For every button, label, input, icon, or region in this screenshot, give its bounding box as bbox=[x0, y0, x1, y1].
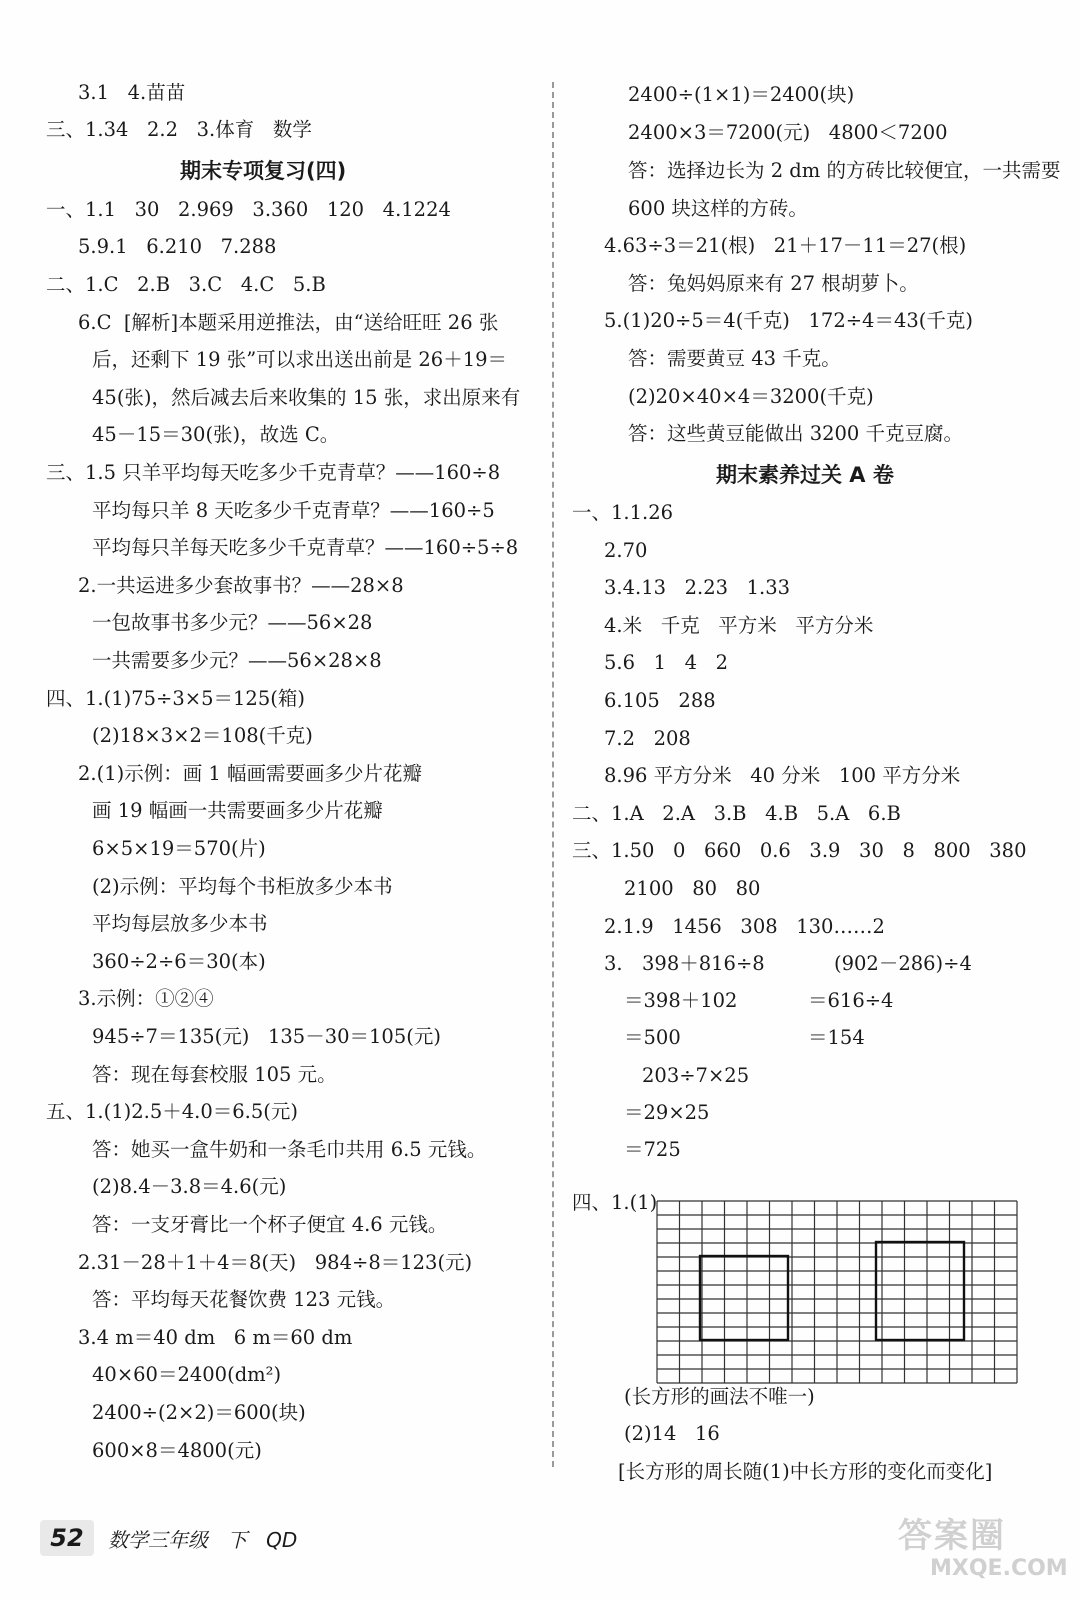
answer-line: (2)8.4－3.8＝4.6(元) bbox=[92, 1175, 287, 1198]
answer-line: 答：平均每天花餐饮费 123 元钱。 bbox=[92, 1288, 396, 1311]
answer-line: 三、1.34 2.2 3.体育 数学 bbox=[46, 118, 312, 141]
section-heading: 期末专项复习(四) bbox=[180, 159, 347, 183]
answer-line: 平均每只羊 8 天吃多少千克青草？——160÷5 bbox=[92, 499, 495, 522]
answer-line: 45－15＝30(张)，故选 C。 bbox=[92, 423, 340, 446]
answer-line: 五、1.(1)2.5＋4.0＝6.5(元) bbox=[46, 1100, 298, 1123]
answer-line: 答：这些黄豆能做出 3200 千克豆腐。 bbox=[628, 422, 964, 445]
column-divider bbox=[552, 82, 554, 1467]
answer-line: 答：需要黄豆 43 千克。 bbox=[628, 347, 841, 370]
answer-line: 答：兔妈妈原来有 27 根胡萝卜。 bbox=[628, 272, 919, 295]
answer-line: (2)14 16 bbox=[624, 1422, 720, 1445]
expression: (902－286)÷4 bbox=[834, 952, 972, 975]
answer-line: 一包故事书多少元？——56×28 bbox=[92, 611, 373, 634]
expression: 203÷7×25 bbox=[642, 1064, 750, 1087]
answer-line: 平均每层放多少本书 bbox=[92, 912, 268, 935]
answer-line: 答：选择边长为 2 dm 的方砖比较便宜，一共需要 bbox=[628, 159, 1061, 182]
answer-line: 4.63÷3＝21(根) 21＋17－11＝27(根) bbox=[604, 234, 967, 257]
answer-line: 一共需要多少元？——56×28×8 bbox=[92, 649, 382, 672]
answer-line: 2.(1)示例：画 1 幅画需要画多少片花瓣 bbox=[78, 762, 423, 785]
answer-line: 4.米 千克 平方米 平方分米 bbox=[604, 614, 874, 637]
answer-line: (长方形的画法不唯一) bbox=[624, 1385, 815, 1408]
answer-line: 7.2 208 bbox=[604, 727, 691, 750]
expression-step: ＝398＋102 bbox=[624, 989, 738, 1012]
answer-line: 平均每只羊每天吃多少千克青草？——160÷5÷8 bbox=[92, 536, 519, 559]
answer-line: 6.105 288 bbox=[604, 689, 716, 712]
expression-step: ＝29×25 bbox=[624, 1101, 710, 1124]
answer-line: 5.6 1 4 2 bbox=[604, 651, 729, 674]
answer-line: 3.示例：①②④ bbox=[78, 987, 214, 1010]
answer-line: 5.(1)20÷5＝4(千克) 172÷4＝43(千克) bbox=[604, 309, 973, 332]
answer-line: 360÷2÷6＝30(本) bbox=[92, 950, 266, 973]
expression-step: ＝154 bbox=[808, 1026, 865, 1049]
page-number: 52 bbox=[40, 1520, 94, 1556]
answer-line: 2.1.9 1456 308 130……2 bbox=[604, 915, 885, 938]
answer-line: (2)示例：平均每个书柜放多少本书 bbox=[92, 875, 393, 898]
answer-line: 答：现在每套校服 105 元。 bbox=[92, 1063, 337, 1086]
answer-line: (2)18×3×2＝108(千克) bbox=[92, 724, 313, 747]
answer-line: 2400÷(2×2)＝600(块) bbox=[92, 1401, 306, 1424]
answer-line: (2)20×40×4＝3200(千克) bbox=[628, 385, 874, 408]
answer-line: 2.70 bbox=[604, 539, 648, 562]
answer-line: 8.96 平方分米 40 分米 100 平方分米 bbox=[604, 764, 961, 787]
answer-line: 6.C [解析]本题采用逆推法，由“送给旺旺 26 张 bbox=[78, 311, 499, 334]
answer-line: 3.1 4.苗苗 bbox=[78, 81, 186, 104]
answer-line: 45(张)，然后减去后来收集的 15 张，求出原来有 bbox=[92, 386, 521, 409]
section-heading: 期末素养过关 A 卷 bbox=[716, 463, 894, 487]
answer-line: [长方形的周长随(1)中长方形的变化而变化] bbox=[618, 1460, 993, 1483]
answer-line: 2100 80 80 bbox=[624, 877, 761, 900]
answer-line: 后，还剩下 19 张”可以求出送出前是 26＋19＝ bbox=[92, 348, 508, 371]
expression: 398＋816÷8 bbox=[642, 952, 765, 975]
answer-line: 2400×3＝7200(元) 4800＜7200 bbox=[628, 121, 948, 144]
answer-line: 一、1.1.26 bbox=[572, 501, 674, 524]
answer-line: 40×60＝2400(dm²) bbox=[92, 1363, 282, 1386]
answer-line: 3. bbox=[604, 952, 623, 975]
watermark-url: MXQE.COM bbox=[930, 1556, 1068, 1581]
answer-line: 600×8＝4800(元) bbox=[92, 1439, 262, 1462]
answer-line: 2.31－28＋1＋4＝8(天) 984÷8＝123(元) bbox=[78, 1251, 473, 1274]
answer-line: 三、1.5 只羊平均每天吃多少千克青草？——160÷8 bbox=[46, 461, 501, 484]
answer-line: 2.一共运进多少套故事书？——28×8 bbox=[78, 574, 404, 597]
answer-line: 5.9.1 6.210 7.288 bbox=[78, 235, 277, 258]
answer-line: 答：一支牙膏比一个杯子便宜 4.6 元钱。 bbox=[92, 1213, 448, 1236]
expression-step: ＝616÷4 bbox=[808, 989, 894, 1012]
answer-line: 600 块这样的方砖。 bbox=[628, 197, 808, 220]
answer-line: 2400÷(1×1)＝2400(块) bbox=[628, 83, 855, 106]
watermark-logo: 答案圈 bbox=[898, 1516, 1006, 1556]
answer-line: 3.4 m＝40 dm 6 m＝60 dm bbox=[78, 1326, 353, 1349]
grid-svg bbox=[656, 1200, 1018, 1384]
answer-line: 3.4.13 2.23 1.33 bbox=[604, 576, 791, 599]
expression-step: ＝725 bbox=[624, 1138, 681, 1161]
answer-line: 四、1.(1)75÷3×5＝125(箱) bbox=[46, 687, 305, 710]
answer-line: 945÷7＝135(元) 135－30＝105(元) bbox=[92, 1025, 441, 1048]
answer-line: 画 19 幅画一共需要画多少片花瓣 bbox=[92, 799, 383, 822]
answer-line: 答：她买一盒牛奶和一条毛巾共用 6.5 元钱。 bbox=[92, 1138, 487, 1161]
expression-step: ＝500 bbox=[624, 1026, 681, 1049]
answer-line: 二、1.A 2.A 3.B 4.B 5.A 6.B bbox=[572, 802, 901, 825]
answer-line: 一、1.1 30 2.969 3.360 120 4.1224 bbox=[46, 198, 451, 221]
answer-line: 三、1.50 0 660 0.6 3.9 30 8 800 380 bbox=[572, 839, 1027, 862]
answer-line: 二、1.C 2.B 3.C 4.C 5.B bbox=[46, 273, 326, 296]
square-grid-figure bbox=[656, 1200, 1018, 1388]
answer-line: 6×5×19＝570(片) bbox=[92, 837, 266, 860]
book-title: 数学三年级 下 QD bbox=[108, 1528, 298, 1552]
answer-line: 四、1.(1) bbox=[572, 1191, 658, 1214]
